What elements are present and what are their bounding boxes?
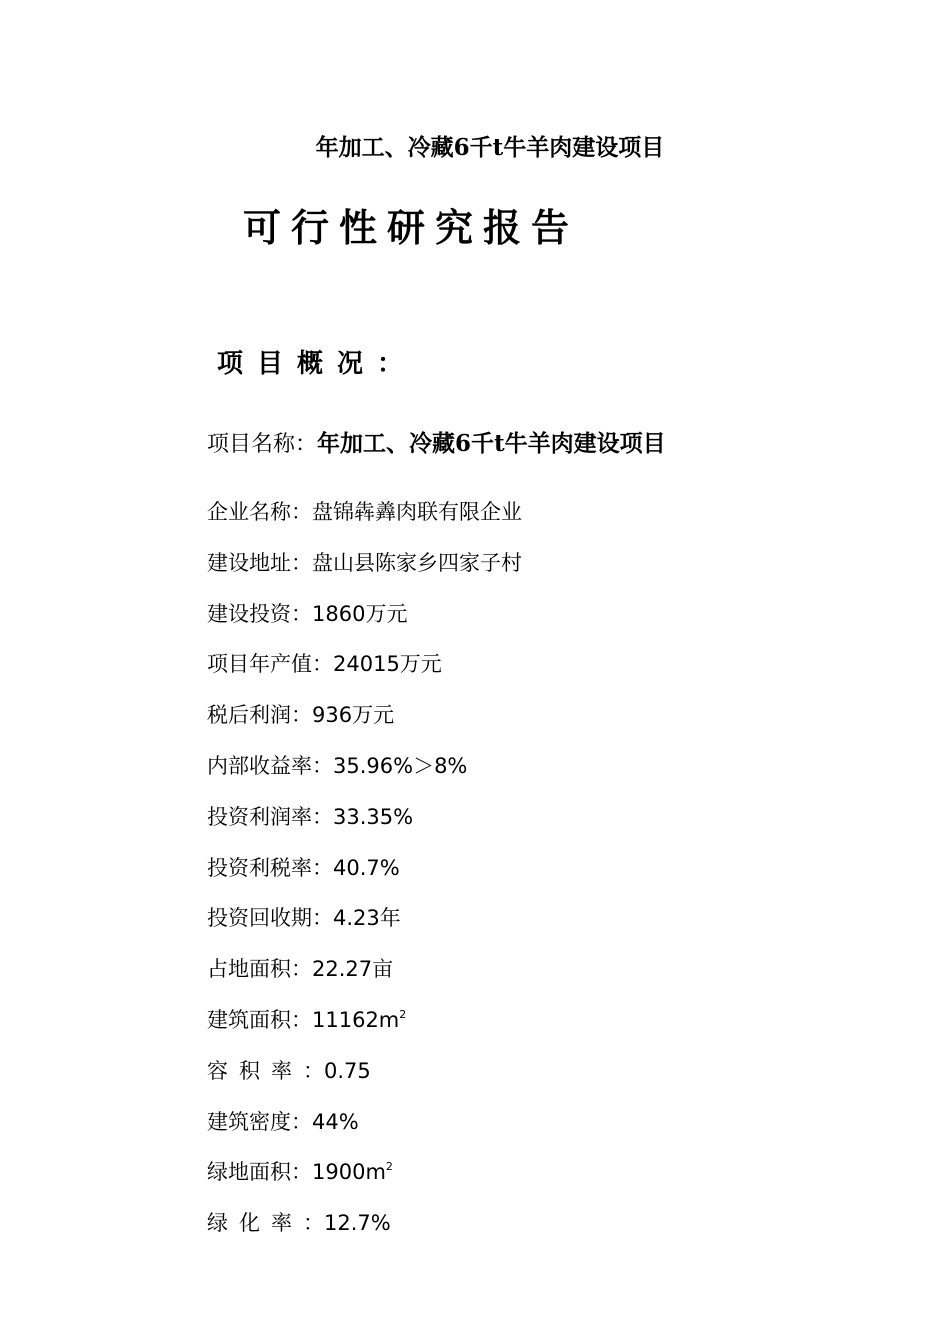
info-value: 40.7% [333, 855, 400, 880]
info-label: 绿地面积： [207, 1160, 312, 1185]
unit-superscript: 2 [399, 1007, 407, 1021]
info-label-colon: ： [303, 1058, 324, 1083]
info-value: 24015万元 [333, 652, 442, 677]
unit-superscript: 2 [385, 1160, 393, 1174]
info-value: 1860万元 [312, 601, 408, 626]
info-value: 22.27亩 [312, 957, 394, 982]
info-item-payback-period [207, 900, 522, 951]
project-name-value: 年加工、冷藏6千t牛羊肉建设项目 [317, 430, 666, 457]
info-item-investment-profit-tax-rate [207, 850, 522, 901]
info-value: 盘锦犇羴肉联有限企业 [312, 500, 522, 524]
info-label [207, 1059, 324, 1083]
info-value: 4.23年 [333, 906, 401, 931]
info-value: 12.7% [324, 1211, 391, 1236]
info-label [207, 1211, 324, 1235]
info-item-building-area [207, 1002, 522, 1053]
info-item-annual-output-value [207, 646, 522, 697]
info-item-building-density [207, 1104, 522, 1155]
info-item-construction-investment [207, 596, 522, 647]
info-label: 建筑面积： [207, 1007, 312, 1032]
info-item-company-name [207, 494, 522, 545]
info-label: 投资利税率： [207, 855, 333, 880]
info-value: 44% [312, 1109, 359, 1134]
document-subtitle: 年加工、冷藏6千t牛羊肉建设项目 [315, 134, 665, 161]
info-label-colon: ： [303, 1211, 324, 1236]
info-value: 35.96%＞8% [333, 753, 468, 778]
info-label: 建筑密度： [207, 1109, 312, 1134]
info-label: 投资利润率： [207, 804, 333, 829]
info-item-green-area [207, 1154, 522, 1205]
info-label: 建设投资： [207, 601, 312, 626]
info-label-text: 容积率 [207, 1058, 303, 1083]
project-name-row [207, 426, 666, 463]
info-item-after-tax-profit [207, 697, 522, 748]
info-value: 1900m [312, 1160, 386, 1185]
section-heading: 项目概况： [217, 349, 418, 379]
info-label-text: 绿化率 [207, 1211, 303, 1236]
info-label: 投资回收期： [207, 906, 333, 931]
info-item-investment-profit-rate [207, 799, 522, 850]
info-label: 内部收益率： [207, 753, 333, 778]
info-value: 33.35% [333, 804, 414, 829]
info-label: 建设地址： [207, 550, 312, 575]
project-name-label: 项目名称： [207, 432, 318, 457]
info-item-greening-rate [207, 1205, 522, 1256]
project-info-list [207, 494, 522, 1256]
info-label: 项目年产值： [207, 652, 333, 677]
info-item-internal-rate-of-return [207, 748, 522, 799]
document-title: 可行性研究报告 [243, 206, 580, 250]
info-value: 盘山县陈家乡四家子村 [312, 550, 522, 575]
info-item-plot-ratio [207, 1053, 522, 1104]
info-value: 936万元 [312, 703, 395, 728]
info-label: 税后利润： [207, 703, 312, 728]
info-item-construction-address [207, 545, 522, 596]
info-label: 企业名称： [207, 500, 312, 524]
info-value: 11162m [312, 1007, 400, 1032]
info-item-land-area [207, 951, 522, 1002]
info-value: 0.75 [324, 1058, 371, 1083]
info-label: 占地面积： [207, 957, 312, 982]
